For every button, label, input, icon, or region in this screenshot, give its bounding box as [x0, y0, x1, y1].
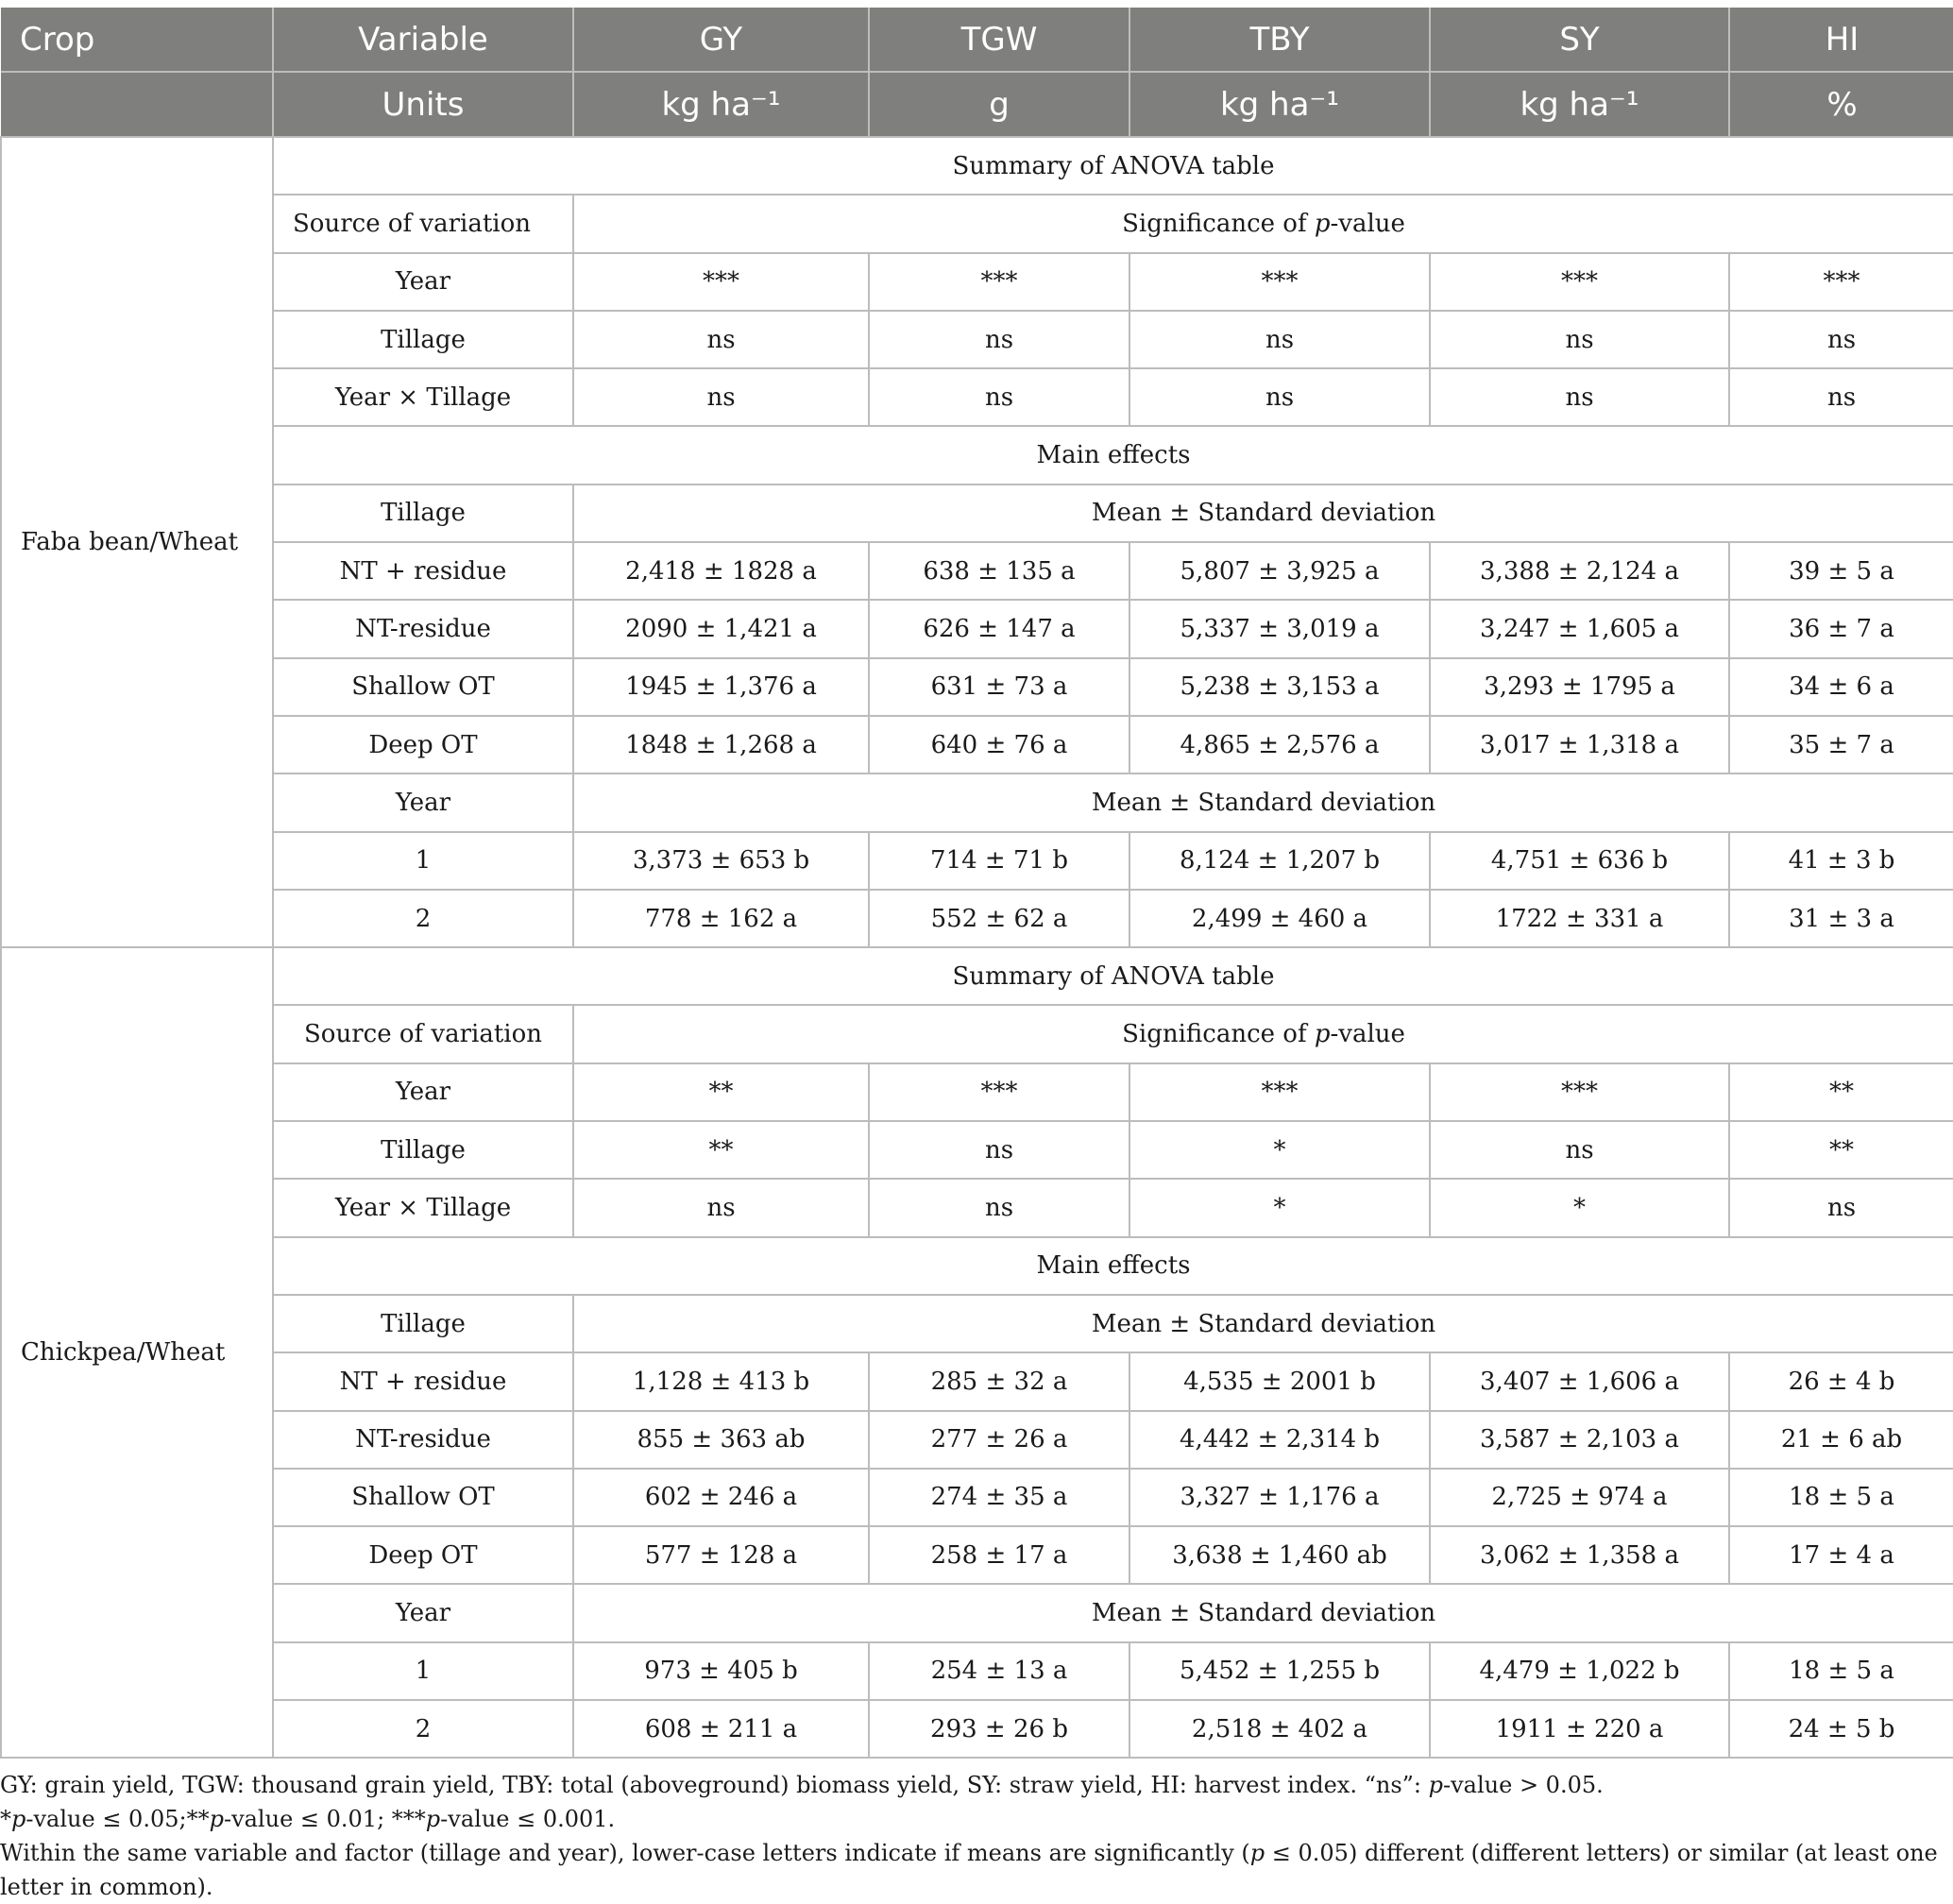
- tillage-row: [1, 1526, 1953, 1584]
- anova-cell: ***: [1129, 253, 1430, 311]
- tillage-heading-row: [1, 484, 1953, 542]
- value-cell: 2,518 ± 402 a: [1129, 1700, 1430, 1758]
- variable-name: TBY: [1129, 8, 1430, 72]
- value-cell: 258 ± 17 a: [869, 1526, 1129, 1584]
- value-cell: 35 ± 7 a: [1729, 716, 1953, 774]
- value-cell: 640 ± 76 a: [869, 716, 1129, 774]
- anova-cell: ns: [1129, 368, 1430, 426]
- value-cell: 1911 ± 220 a: [1430, 1700, 1729, 1758]
- value-cell: 714 ± 71 b: [869, 832, 1129, 890]
- value-cell: 3,638 ± 1,460 ab: [1129, 1526, 1430, 1584]
- value-cell: 1945 ± 1,376 a: [573, 658, 869, 716]
- anova-cell: **: [573, 1063, 869, 1121]
- value-cell: 4,442 ± 2,314 b: [1129, 1411, 1430, 1469]
- value-cell: 973 ± 405 b: [573, 1642, 869, 1700]
- anova-cell: **: [1729, 1121, 1953, 1179]
- anova-cell: ***: [869, 1063, 1129, 1121]
- value-cell: 8,124 ± 1,207 b: [1129, 832, 1430, 890]
- unit-label: kg ha⁻¹: [573, 72, 869, 137]
- tillage-row: [1, 542, 1953, 600]
- value-cell: 5,807 ± 3,925 a: [1129, 542, 1430, 600]
- unit-label: %: [1729, 72, 1953, 137]
- main-effects-heading: Main effects: [273, 1237, 1953, 1295]
- table-header: [1, 8, 1953, 137]
- main-effects-row: [1, 426, 1953, 484]
- anova-cell: ***: [1430, 1063, 1729, 1121]
- table-footnotes: [0, 1768, 1945, 1904]
- tillage-label: NT + residue: [273, 1352, 573, 1410]
- value-cell: 1,128 ± 413 b: [573, 1352, 869, 1410]
- anova-cell: ***: [869, 253, 1129, 311]
- tillage-label: Shallow OT: [273, 658, 573, 716]
- year-heading: Year: [273, 1584, 573, 1641]
- main-effects-row: [1, 1237, 1953, 1295]
- unit-label: kg ha⁻¹: [1430, 72, 1729, 137]
- value-cell: 24 ± 5 b: [1729, 1700, 1953, 1758]
- anova-cell: ns: [1129, 311, 1430, 368]
- value-cell: 36 ± 7 a: [1729, 600, 1953, 657]
- value-cell: 5,238 ± 3,153 a: [1129, 658, 1430, 716]
- anova-cell: ns: [1729, 368, 1953, 426]
- value-cell: 41 ± 3 b: [1729, 832, 1953, 890]
- anova-cell: ns: [573, 368, 869, 426]
- value-cell: 608 ± 211 a: [573, 1700, 869, 1758]
- value-cell: 1848 ± 1,268 a: [573, 716, 869, 774]
- anova-source: Year: [273, 253, 573, 311]
- value-cell: 285 ± 32 a: [869, 1352, 1129, 1410]
- anova-cell: ns: [869, 368, 1129, 426]
- anova-cell: ns: [1430, 1121, 1729, 1179]
- value-cell: 277 ± 26 a: [869, 1411, 1129, 1469]
- anova-cell: ns: [1729, 311, 1953, 368]
- anova-row: [1, 1121, 1953, 1179]
- value-cell: 274 ± 35 a: [869, 1469, 1129, 1526]
- anova-row: [1, 1063, 1953, 1121]
- value-cell: 4,479 ± 1,022 b: [1430, 1642, 1729, 1700]
- anova-cell: ns: [573, 1179, 869, 1236]
- value-cell: 21 ± 6 ab: [1729, 1411, 1953, 1469]
- summary-row: [1, 137, 1953, 195]
- variable-name: HI: [1729, 8, 1953, 72]
- value-cell: 39 ± 5 a: [1729, 542, 1953, 600]
- value-cell: 5,337 ± 3,019 a: [1129, 600, 1430, 657]
- mean-sd-heading: Mean ± Standard deviation: [573, 1295, 1953, 1352]
- anova-cell: *: [1129, 1121, 1430, 1179]
- anova-source: Year × Tillage: [273, 1179, 573, 1236]
- value-cell: 254 ± 13 a: [869, 1642, 1129, 1700]
- year-heading: Year: [273, 774, 573, 831]
- value-cell: 2,725 ± 974 a: [1430, 1469, 1729, 1526]
- value-cell: 18 ± 5 a: [1729, 1469, 1953, 1526]
- crop-header-blank: [1, 72, 273, 137]
- tillage-row: [1, 1352, 1953, 1410]
- anova-source: Year: [273, 1063, 573, 1121]
- anova-source: Tillage: [273, 1121, 573, 1179]
- value-cell: 631 ± 73 a: [869, 658, 1129, 716]
- anova-row: [1, 311, 1953, 368]
- crop-name: Faba bean/Wheat: [1, 137, 273, 947]
- mean-sd-heading: Mean ± Standard deviation: [573, 774, 1953, 831]
- year-row: [1, 1642, 1953, 1700]
- tillage-label: NT + residue: [273, 542, 573, 600]
- value-cell: 3,293 ± 1795 a: [1430, 658, 1729, 716]
- unit-label: kg ha⁻¹: [1129, 72, 1430, 137]
- value-cell: 577 ± 128 a: [573, 1526, 869, 1584]
- value-cell: 17 ± 4 a: [1729, 1526, 1953, 1584]
- mean-sd-heading: Mean ± Standard deviation: [573, 484, 1953, 542]
- tillage-row: [1, 1411, 1953, 1469]
- value-cell: 2090 ± 1,421 a: [573, 600, 869, 657]
- value-cell: 4,865 ± 2,576 a: [1129, 716, 1430, 774]
- anova-row: [1, 253, 1953, 311]
- value-cell: 626 ± 147 a: [869, 600, 1129, 657]
- tillage-label: NT-residue: [273, 1411, 573, 1469]
- anova-cell: **: [1729, 1063, 1953, 1121]
- value-cell: 34 ± 6 a: [1729, 658, 1953, 716]
- summary-row: [1, 947, 1953, 1005]
- value-cell: 2,499 ± 460 a: [1129, 890, 1430, 947]
- anova-cell: ns: [1430, 311, 1729, 368]
- anova-cell: ***: [1129, 1063, 1430, 1121]
- value-cell: 3,407 ± 1,606 a: [1430, 1352, 1729, 1410]
- tillage-label: Shallow OT: [273, 1469, 573, 1526]
- value-cell: 18 ± 5 a: [1729, 1642, 1953, 1700]
- value-cell: 293 ± 26 b: [869, 1700, 1129, 1758]
- crop-header: Crop: [1, 8, 273, 72]
- year-row: [1, 832, 1953, 890]
- anova-cell: ns: [1430, 368, 1729, 426]
- value-cell: 3,247 ± 1,605 a: [1430, 600, 1729, 657]
- anova-cell: *: [1129, 1179, 1430, 1236]
- mean-sd-heading: Mean ± Standard deviation: [573, 1584, 1953, 1641]
- tillage-label: Deep OT: [273, 1526, 573, 1584]
- units-header: Units: [273, 72, 573, 137]
- value-cell: 778 ± 162 a: [573, 890, 869, 947]
- unit-label: g: [869, 72, 1129, 137]
- anova-cell: ns: [869, 1121, 1129, 1179]
- value-cell: 552 ± 62 a: [869, 890, 1129, 947]
- section-faba-bean-wheat: [1, 137, 1953, 947]
- value-cell: 638 ± 135 a: [869, 542, 1129, 600]
- anova-cell: ns: [1729, 1179, 1953, 1236]
- main-effects-heading: Main effects: [273, 426, 1953, 484]
- anova-source: Year × Tillage: [273, 368, 573, 426]
- value-cell: 1722 ± 331 a: [1430, 890, 1729, 947]
- table-container: [0, 8, 1953, 1759]
- significance-heading: Significance of p-value: [573, 195, 1953, 252]
- tillage-row: [1, 600, 1953, 657]
- results-table: [0, 8, 1953, 1759]
- value-cell: 3,373 ± 653 b: [573, 832, 869, 890]
- year-heading-row: [1, 1584, 1953, 1641]
- footnote-abbreviations: GY: grain yield, TGW: thousand grain yield, TBY: total (aboveground) biomass yield, SY: straw yield, HI: harvest index. “ns”: p-value > 0.05.: [0, 1772, 1604, 1798]
- year-label: 2: [273, 890, 573, 947]
- value-cell: 4,751 ± 636 b: [1430, 832, 1729, 890]
- source-heading: Source of variation: [273, 195, 573, 252]
- anova-source: Tillage: [273, 311, 573, 368]
- value-cell: 31 ± 3 a: [1729, 890, 1953, 947]
- tillage-row: [1, 1469, 1953, 1526]
- value-cell: 3,327 ± 1,176 a: [1129, 1469, 1430, 1526]
- value-cell: 3,062 ± 1,358 a: [1430, 1526, 1729, 1584]
- summary-heading: Summary of ANOVA table: [273, 947, 1953, 1005]
- anova-cell: ns: [869, 311, 1129, 368]
- tillage-heading: Tillage: [273, 1295, 573, 1352]
- tillage-row: [1, 716, 1953, 774]
- header-row-units: [1, 72, 1953, 137]
- anova-cell: **: [573, 1121, 869, 1179]
- year-label: 1: [273, 1642, 573, 1700]
- variable-name: TGW: [869, 8, 1129, 72]
- tillage-heading: Tillage: [273, 484, 573, 542]
- footnote-significance: *p-value ≤ 0.05;**p-value ≤ 0.01; ***p-value ≤ 0.001.: [0, 1806, 616, 1832]
- anova-row: [1, 368, 1953, 426]
- anova-row: [1, 1179, 1953, 1236]
- anova-cell: ***: [1430, 253, 1729, 311]
- anova-cell: ns: [573, 311, 869, 368]
- anova-cell: ***: [573, 253, 869, 311]
- anova-cell: ns: [869, 1179, 1129, 1236]
- significance-heading: Significance of p-value: [573, 1005, 1953, 1062]
- year-row: [1, 890, 1953, 947]
- variable-name: GY: [573, 8, 869, 72]
- footnote-letters: Within the same variable and factor (tillage and year), lower-case letters indicate if means are significantly (p ≤ 0.05) different (different letters) or similar (at least one letter in common).: [0, 1840, 1938, 1900]
- source-row: [1, 195, 1953, 252]
- tillage-label: Deep OT: [273, 716, 573, 774]
- tillage-row: [1, 658, 1953, 716]
- value-cell: 602 ± 246 a: [573, 1469, 869, 1526]
- value-cell: 855 ± 363 ab: [573, 1411, 869, 1469]
- year-row: [1, 1700, 1953, 1758]
- anova-cell: *: [1430, 1179, 1729, 1236]
- anova-cell: ***: [1729, 253, 1953, 311]
- source-row: [1, 1005, 1953, 1062]
- year-label: 2: [273, 1700, 573, 1758]
- tillage-heading-row: [1, 1295, 1953, 1352]
- value-cell: 3,587 ± 2,103 a: [1430, 1411, 1729, 1469]
- crop-name: Chickpea/Wheat: [1, 947, 273, 1758]
- header-row-variables: [1, 8, 1953, 72]
- value-cell: 3,017 ± 1,318 a: [1430, 716, 1729, 774]
- variable-name: SY: [1430, 8, 1729, 72]
- summary-heading: Summary of ANOVA table: [273, 137, 1953, 195]
- section-chickpea-wheat: [1, 947, 1953, 1758]
- value-cell: 26 ± 4 b: [1729, 1352, 1953, 1410]
- value-cell: 3,388 ± 2,124 a: [1430, 542, 1729, 600]
- source-heading: Source of variation: [273, 1005, 573, 1062]
- tillage-label: NT-residue: [273, 600, 573, 657]
- value-cell: 2,418 ± 1828 a: [573, 542, 869, 600]
- value-cell: 4,535 ± 2001 b: [1129, 1352, 1430, 1410]
- year-heading-row: [1, 774, 1953, 831]
- year-label: 1: [273, 832, 573, 890]
- variable-header: Variable: [273, 8, 573, 72]
- value-cell: 5,452 ± 1,255 b: [1129, 1642, 1430, 1700]
